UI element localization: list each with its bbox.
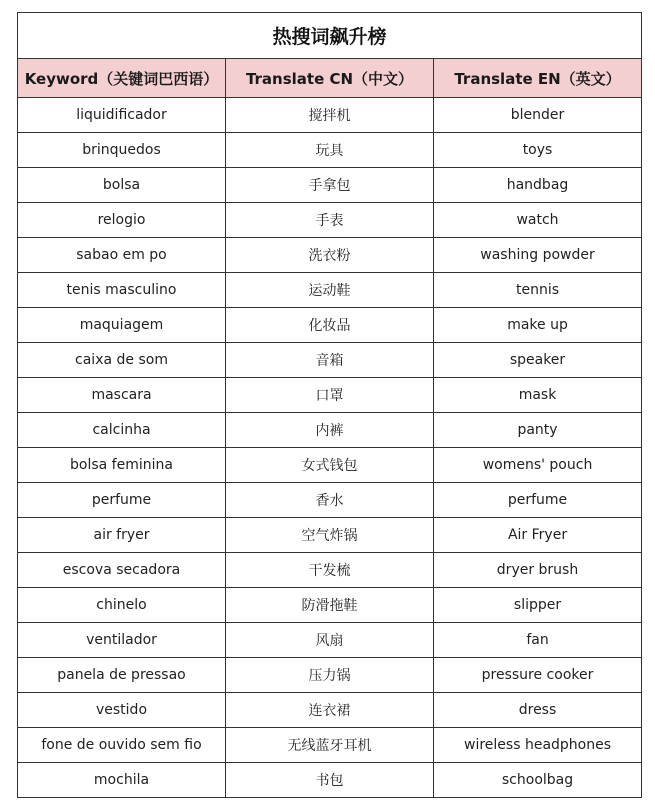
keyword-cell: maquiagem	[18, 308, 226, 343]
translate-cn-cell: 玩具	[226, 133, 434, 168]
table-row	[18, 588, 642, 623]
table-row	[18, 483, 642, 518]
trending-keywords-table	[17, 12, 642, 798]
table-row	[18, 693, 642, 728]
translate-cn-cell: 女式钱包	[226, 448, 434, 483]
keyword-cell: perfume	[18, 483, 226, 518]
translate-en-cell: speaker	[434, 343, 642, 378]
header-translate-en: Translate EN（英文）	[434, 59, 642, 98]
translate-cn-cell: 化妆品	[226, 308, 434, 343]
translate-cn-cell: 风扇	[226, 623, 434, 658]
table-title: 热搜词飙升榜	[18, 13, 642, 59]
translate-en-cell: watch	[434, 203, 642, 238]
table-row	[18, 343, 642, 378]
translate-en-cell: make up	[434, 308, 642, 343]
keyword-cell: mascara	[18, 378, 226, 413]
translate-cn-cell: 书包	[226, 763, 434, 798]
table-row	[18, 763, 642, 798]
table-row	[18, 98, 642, 133]
translate-en-cell: panty	[434, 413, 642, 448]
table-row	[18, 658, 642, 693]
table-row	[18, 623, 642, 658]
translate-en-cell: womens' pouch	[434, 448, 642, 483]
table-row	[18, 273, 642, 308]
translate-en-cell: pressure cooker	[434, 658, 642, 693]
header-keyword: Keyword（关键词巴西语）	[18, 59, 226, 98]
table-row	[18, 238, 642, 273]
table-row	[18, 728, 642, 763]
translate-en-cell: toys	[434, 133, 642, 168]
translate-en-cell: blender	[434, 98, 642, 133]
keyword-cell: fone de ouvido sem fio	[18, 728, 226, 763]
translate-en-cell: wireless headphones	[434, 728, 642, 763]
translate-en-cell: handbag	[434, 168, 642, 203]
translate-cn-cell: 洗衣粉	[226, 238, 434, 273]
translate-en-cell: dryer brush	[434, 553, 642, 588]
translate-cn-cell: 防滑拖鞋	[226, 588, 434, 623]
keyword-cell: brinquedos	[18, 133, 226, 168]
keyword-cell: caixa de som	[18, 343, 226, 378]
translate-en-cell: schoolbag	[434, 763, 642, 798]
keyword-cell: panela de pressao	[18, 658, 226, 693]
keyword-table-sheet	[17, 12, 641, 798]
keyword-cell: bolsa	[18, 168, 226, 203]
header-translate-cn: Translate CN（中文）	[226, 59, 434, 98]
translate-cn-cell: 内裤	[226, 413, 434, 448]
table-row	[18, 203, 642, 238]
table-row	[18, 308, 642, 343]
translate-en-cell: tennis	[434, 273, 642, 308]
table-row	[18, 133, 642, 168]
keyword-cell: calcinha	[18, 413, 226, 448]
translate-en-cell: dress	[434, 693, 642, 728]
keyword-cell: tenis masculino	[18, 273, 226, 308]
table-row	[18, 518, 642, 553]
table-row	[18, 168, 642, 203]
translate-en-cell: slipper	[434, 588, 642, 623]
translate-cn-cell: 手拿包	[226, 168, 434, 203]
keyword-cell: vestido	[18, 693, 226, 728]
translate-cn-cell: 手表	[226, 203, 434, 238]
keyword-cell: sabao em po	[18, 238, 226, 273]
translate-cn-cell: 香水	[226, 483, 434, 518]
translate-en-cell: perfume	[434, 483, 642, 518]
title-row	[18, 13, 642, 59]
keyword-cell: bolsa feminina	[18, 448, 226, 483]
translate-cn-cell: 搅拌机	[226, 98, 434, 133]
keyword-cell: liquidificador	[18, 98, 226, 133]
translate-en-cell: washing powder	[434, 238, 642, 273]
keyword-cell: relogio	[18, 203, 226, 238]
table-row	[18, 378, 642, 413]
keyword-cell: ventilador	[18, 623, 226, 658]
translate-cn-cell: 连衣裙	[226, 693, 434, 728]
translate-en-cell: Air Fryer	[434, 518, 642, 553]
translate-cn-cell: 无线蓝牙耳机	[226, 728, 434, 763]
translate-cn-cell: 压力锅	[226, 658, 434, 693]
table-row	[18, 553, 642, 588]
header-row	[18, 59, 642, 98]
translate-en-cell: mask	[434, 378, 642, 413]
keyword-cell: mochila	[18, 763, 226, 798]
translate-cn-cell: 音箱	[226, 343, 434, 378]
keyword-cell: escova secadora	[18, 553, 226, 588]
table-row	[18, 413, 642, 448]
keyword-cell: chinelo	[18, 588, 226, 623]
translate-cn-cell: 口罩	[226, 378, 434, 413]
keyword-cell: air fryer	[18, 518, 226, 553]
table-row	[18, 448, 642, 483]
translate-cn-cell: 运动鞋	[226, 273, 434, 308]
translate-en-cell: fan	[434, 623, 642, 658]
translate-cn-cell: 空气炸锅	[226, 518, 434, 553]
translate-cn-cell: 干发梳	[226, 553, 434, 588]
